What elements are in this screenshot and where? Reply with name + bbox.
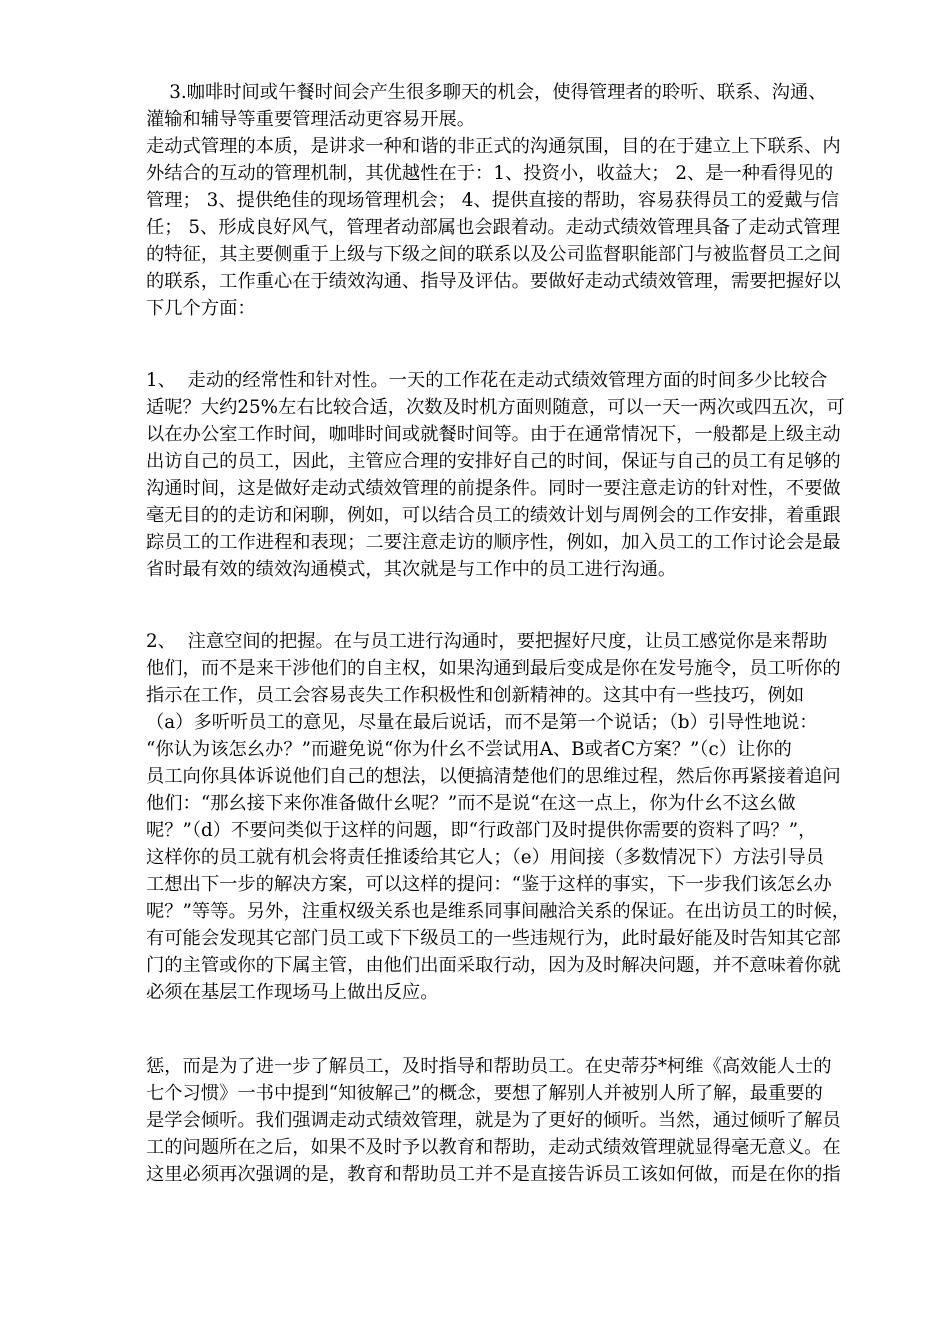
text-line: 任； 5、形成良好风气，管理者动部属也会跟着动。走动式绩效管理具备了走动式管理 bbox=[146, 217, 840, 238]
text-line: 工想出下一步的解决方案，可以这样的提问：“鉴于这样的事实，下一步我们该怎幺办 bbox=[146, 874, 832, 895]
text-line: 必须在基层工作现场马上做出反应。 bbox=[146, 982, 439, 1003]
text-line: 3.咖啡时间或午餐时间会产生很多聊天的机会，使得管理者的聆听、联系、沟通、 bbox=[146, 82, 827, 103]
text-line: 惩，而是为了进一步了解员工，及时指导和帮助员工。在史蒂芬*柯维《高效能人士的 bbox=[146, 1056, 832, 1077]
text-line: （a）多听听员工的意见，尽量在最后说话，而不是第一个说话；（b）引导性地说： bbox=[146, 712, 818, 733]
text-line: 员工向你具体诉说他们自己的想法，以便搞清楚他们的思维过程，然后你再紧接着追问 bbox=[146, 766, 841, 787]
text-line: 工的问题所在之后，如果不及时予以教育和帮助，走动式绩效管理就显得毫无意义。在 bbox=[146, 1137, 841, 1158]
text-line: 是学会倾听。我们强调走动式绩效管理，就是为了更好的倾听。当然，通过倾听了解员 bbox=[146, 1110, 841, 1131]
text-line: 管理； 3、提供绝佳的现场管理机会； 4、提供直接的帮助，容易获得员工的爱戴与信 bbox=[146, 190, 840, 211]
text-line: 这里必须再次强调的是，教育和帮助员工并不是直接告诉员工该如何做，而是在你的指 bbox=[146, 1164, 841, 1185]
text-line: 指示在工作，员工会容易丧失工作积极性和创新精神的。这其中有一些技巧，例如 bbox=[146, 685, 805, 706]
text-line: 门的主管或你的下属主管，由他们出面采取行动，因为及时解决问题，并不意味着你就 bbox=[146, 955, 841, 976]
text-line: 他们：“那幺接下来你准备做什幺呢？”而不是说“在这一点上，你为什幺不这幺做 bbox=[146, 793, 796, 814]
text-line: 以在办公室工作时间，咖啡时间或就餐时间等。由于在通常情况下，一般都是上级主动 bbox=[146, 424, 841, 445]
text-line: 有可能会发现其它部门员工或下下级员工的一些违规行为，此时最好能及时告知其它部 bbox=[146, 928, 841, 949]
text-line: 踪员工的工作进程和表现；二要注意走访的顺序性，例如，加入员工的工作讨论会是最 bbox=[146, 532, 841, 553]
text-line: 外结合的互动的管理机制，其优越性在于：1、投资小，收益大； 2、是一种看得见的 bbox=[146, 163, 834, 184]
text-line: 走动式管理的本质，是讲求一种和谐的非正式的沟通氛围，目的在于建立上下联系、内 bbox=[146, 136, 841, 157]
text-line: 毫无目的的走访和闲聊，例如，可以结合员工的绩效计划与周例会的工作安排，着重跟 bbox=[146, 505, 841, 526]
text-line: 的特征，其主要侧重于上级与下级之间的联系以及公司监督职能部门与被监督员工之间 bbox=[146, 244, 841, 265]
text-line: 他们，而不是来干涉他们的自主权，如果沟通到最后变成是你在发号施令，员工听你的 bbox=[146, 658, 841, 679]
text-line: 呢？”等等。另外，注重权级关系也是维系同事间融洽关系的保证。在出访员工的时候， bbox=[146, 901, 851, 922]
text-line: 下几个方面： bbox=[146, 298, 256, 319]
text-line: 七个习惯》一书中提到“知彼解己”的概念，要想了解别人并被别人所了解，最重要的 bbox=[146, 1083, 823, 1104]
text-line: 适呢？大约25%左右比较合适，次数及时机方面则随意，可以一天一两次或四五次，可 bbox=[146, 397, 845, 418]
text-line: 的联系，工作重心在于绩效沟通、指导及评估。要做好走动式绩效管理，需要把握好以 bbox=[146, 271, 841, 292]
text-line: 沟通时间，这是做好走动式绩效管理的前提条件。同时一要注意走访的针对性，不要做 bbox=[146, 478, 841, 499]
text-line: 灌输和辅导等重要管理活动更容易开展。 bbox=[146, 109, 476, 130]
text-line: 出访自己的员工，因此，主管应合理的安排好自己的时间，保证与自己的员工有足够的 bbox=[146, 451, 841, 472]
text-line: 呢？”（d）不要问类似于这样的问题，即“行政部门及时提供你需要的资料了吗？”， bbox=[146, 820, 817, 841]
text-line: 2、 注意空间的把握。在与员工进行沟通时，要把握好尺度，让员工感觉你是来帮助 bbox=[146, 631, 828, 652]
text-line: “你认为该怎幺办？”而避免说“你为什幺不尝试用A、B或者C方案？”（c）让你的 bbox=[146, 739, 792, 760]
text-line: 这样你的员工就有机会将责任推诿给其它人；（e）用间接（多数情况下）方法引导员 bbox=[146, 847, 825, 868]
text-line: 1、 走动的经常性和针对性。一天的工作花在走动式绩效管理方面的时间多少比较合 bbox=[146, 370, 828, 391]
text-line: 省时最有效的绩效沟通模式，其次就是与工作中的员工进行沟通。 bbox=[146, 559, 677, 580]
